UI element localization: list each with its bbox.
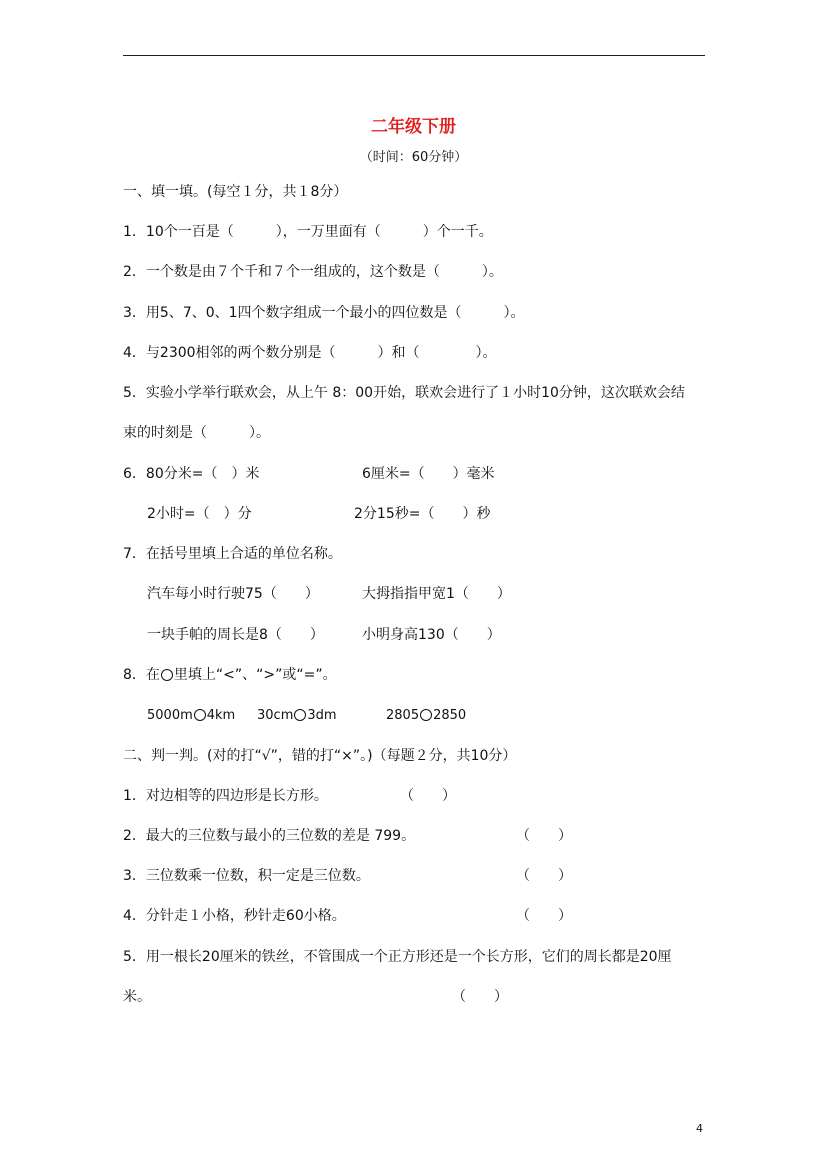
section2-heading: 二、判一判。(对的打“√”，错的打“×”。)（每题２分，共10分）	[123, 748, 517, 764]
compare-item-b	[257, 706, 337, 726]
compare-c-right: 2850	[433, 708, 467, 723]
judge-answer-2[interactable]: （ ）	[516, 828, 572, 844]
question-1-3: 3．用5、7、0、1四个数字组成一个最小的四位数是（ ）。	[123, 305, 525, 321]
compare-c-left: 2805	[386, 708, 420, 723]
question-1-7c: 一块手帕的周长是8（ ）	[147, 627, 324, 643]
question-1-7d: 小明身高130（ ）	[362, 627, 501, 643]
judge-answer-5[interactable]: （ ）	[452, 989, 508, 1005]
judge-item-5-line2: 米。	[123, 989, 151, 1005]
question-1-6b: 6厘米=（ ）毫米	[362, 466, 495, 482]
question-1-6c: 2小时=（ ）分	[147, 506, 252, 522]
question-1-8-stem-post: 里填上“<”、“>”或“=”。	[173, 667, 337, 683]
compare-a-left: 5000m	[147, 708, 193, 723]
judge-item-5-line1: 5．用一根长20厘米的铁丝，不管围成一个正方形还是一个长方形，它们的周长都是20厘	[123, 949, 672, 965]
question-1-5-line1: 5．实验小学举行联欢会，从上午 8：00开始，联欢会进行了１小时10分钟，这次联欢会结	[123, 385, 685, 401]
compare-a-right: 4km	[206, 708, 236, 723]
question-1-4: 4．与2300相邻的两个数分别是（ ）和（ ）。	[123, 345, 497, 361]
judge-item-4: 4．分针走１小格，秒针走60小格。	[123, 908, 346, 924]
question-1-5-line2: 束的时刻是（ ）。	[123, 425, 270, 441]
question-1-7-stem: 7．在括号里填上合适的单位名称。	[123, 546, 342, 562]
header-rule	[123, 55, 705, 56]
page-subtitle: （时间：60分钟）	[359, 150, 468, 165]
question-1-1: 1．10个一百是（ ），一万里面有（ ）个一千。	[123, 224, 493, 240]
question-1-6a: 6．80分米=（ ）米	[123, 466, 260, 482]
compare-b-right: 3dm	[307, 708, 337, 723]
judge-answer-3[interactable]: （ ）	[516, 868, 572, 884]
question-1-2: 2．一个数是由７个千和７个一组成的，这个数是（ ）。	[123, 264, 503, 280]
question-1-8-stem-pre: 8．在	[123, 667, 160, 683]
question-1-7b: 大拇指指甲宽1（ ）	[362, 586, 511, 602]
compare-b-left: 30cm	[257, 708, 294, 723]
page-title: 二年级下册	[371, 117, 456, 137]
compare-item-a	[147, 706, 235, 726]
judge-item-2: 2．最大的三位数与最小的三位数的差是 799。	[123, 828, 416, 844]
judge-item-3: 3．三位数乘一位数，积一定是三位数。	[123, 868, 370, 884]
circle-icon[interactable]	[420, 709, 432, 721]
judge-item-1: 1．对边相等的四边形是长方形。	[123, 788, 328, 804]
circle-icon[interactable]	[194, 709, 206, 721]
section1-heading: 一、填一填。(每空１分，共１8分）	[123, 184, 348, 200]
judge-answer-4[interactable]: （ ）	[516, 908, 572, 924]
circle-icon[interactable]	[294, 709, 306, 721]
question-1-8-stem	[123, 665, 337, 685]
question-1-7a: 汽车每小时行驶75（ ）	[147, 586, 319, 602]
judge-answer-1[interactable]: （ ）	[400, 788, 456, 804]
page-number: 4	[696, 1122, 703, 1135]
circle-icon	[161, 669, 173, 681]
question-1-6d: 2分15秒=（ ）秒	[354, 506, 491, 522]
compare-item-c	[386, 706, 466, 726]
